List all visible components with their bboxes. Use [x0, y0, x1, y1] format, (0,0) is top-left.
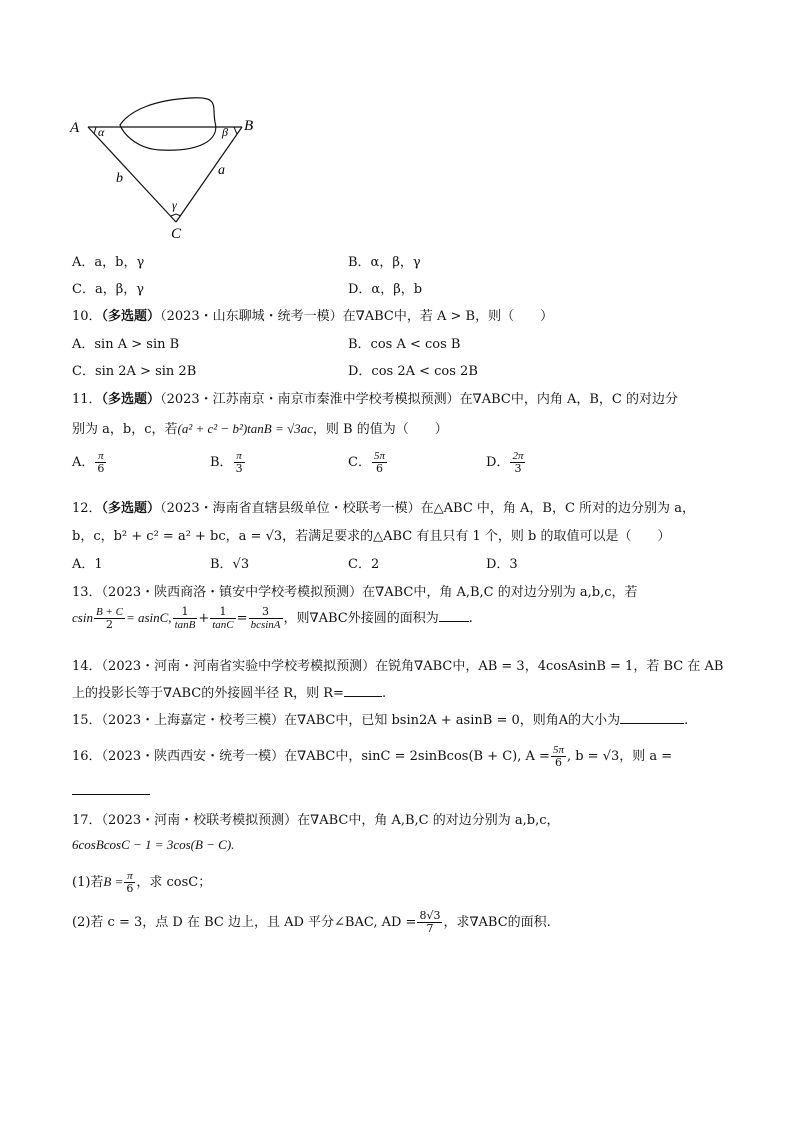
- side-b: [88, 127, 176, 222]
- q12-stem-line1: [72, 497, 695, 516]
- label-b: b: [116, 171, 123, 186]
- q17-part2-text-1: (2)若 c = 3，点 D 在 BC 边上，且 AD 平分∠BAC, AD =: [72, 915, 417, 930]
- q14-text-1: （2023・河南・河南省实验中学校考模拟预测）在锐角∇ABC中，AB = 3，4cosAsinB = 1，若 BC 在 AB: [101, 659, 724, 674]
- frac-den: 6: [126, 882, 134, 895]
- angle-gamma-arc: [171, 214, 181, 216]
- q13-frac-2: [173, 606, 198, 631]
- q17-part1-text: ，求 cosC；: [136, 875, 212, 890]
- triangle-figure: [60, 92, 270, 242]
- q12-option-a: A．1: [72, 557, 103, 572]
- q9-option-a: A．a，b，γ: [72, 255, 145, 270]
- frac-num: 5π: [552, 744, 564, 756]
- frac-den: 6: [97, 462, 105, 475]
- q11-option-b-frac: [234, 450, 245, 475]
- q11-option-c-label: C．: [348, 455, 371, 470]
- angle-beta-arc: [234, 127, 237, 134]
- q11-option-c-frac: [372, 450, 387, 475]
- q15-answer-blank[interactable]: [620, 711, 684, 724]
- q16-frac: [551, 744, 566, 769]
- q11-text-3: ，则 B 的值为（ ）: [312, 422, 448, 437]
- q15-end: .: [684, 713, 689, 728]
- q17-number: 17．: [72, 813, 102, 828]
- q13-frac-4: [249, 606, 283, 631]
- q13-text-1: （2023・陕西商洛・镇安中学校考模拟预测）在∇ABC中，角 A,B,C 的对边分别为 a,b,c，若: [101, 585, 638, 600]
- q14-stem-line1: [72, 655, 723, 674]
- q10-option-b: B．cos A < cos B: [348, 337, 461, 352]
- q11-option-a-label: A．: [72, 455, 95, 470]
- q10-stem: [72, 305, 553, 324]
- q17-part-2: [72, 910, 551, 935]
- q11-option-d-label: D．: [486, 455, 510, 470]
- q11-option-b: [210, 450, 246, 475]
- frac-num: π: [234, 450, 245, 463]
- q11-stem-line1: [72, 388, 678, 407]
- label-a: a: [218, 163, 225, 178]
- frac-den: tanB: [174, 619, 196, 631]
- q11-option-d: [486, 450, 526, 475]
- q17-part2-text-2: ，求∇ABC的面积.: [443, 915, 551, 930]
- q11-number: 11．: [72, 392, 102, 407]
- label-C: C: [171, 226, 182, 242]
- q17-part2-frac: [417, 910, 442, 935]
- lake-shape: [120, 98, 216, 150]
- frac-num: 3: [249, 606, 283, 619]
- q14-text-2: 上的投影长等于∇ABC的外接圆半径 R，则 R=: [72, 686, 344, 701]
- frac-num: B + C: [95, 606, 123, 618]
- frac-den: 3: [514, 462, 522, 475]
- q17-part-1: [72, 870, 211, 895]
- q10-number: 10．: [72, 309, 102, 324]
- q11-option-a: [72, 450, 107, 475]
- angle-alpha-arc: [94, 127, 96, 134]
- q11-expression: (a² + c² − b²)tanB = √3ac: [177, 421, 313, 436]
- frac-den: 3: [235, 462, 243, 475]
- q13-frac-3: [210, 606, 235, 631]
- q14-number: 14．: [72, 659, 102, 674]
- q9-option-b: B．α，β，γ: [348, 255, 421, 270]
- q13-asinc: = asinC,: [125, 610, 172, 625]
- equals-sign: =: [236, 611, 248, 626]
- q14-end: .: [381, 686, 387, 701]
- q13-text-2: ，则∇ABC外接圆的面积为: [283, 611, 439, 626]
- frac-den: 6: [554, 756, 562, 769]
- frac-num: 2π: [512, 450, 524, 462]
- q10-option-c: C．sin 2A > sin 2B: [72, 364, 197, 379]
- frac-num: 8√3: [419, 909, 441, 922]
- q17-part1-frac: [124, 870, 135, 895]
- q14-answer-blank[interactable]: [344, 684, 382, 697]
- q13-stem-line2: [72, 606, 473, 631]
- q11-option-c: [348, 450, 388, 475]
- q17-part1-lhs: B =: [103, 874, 124, 889]
- q16-stem: [72, 744, 672, 769]
- frac-num: 5π: [373, 450, 385, 462]
- q12-option-b: B．√3: [210, 557, 250, 572]
- frac-den: 2: [105, 618, 113, 631]
- q12-stem-line2: b，c，b² + c² = a² + bc，a = √3，若满足要求的△ABC 有且只有 1 个，则 b 的取值可以是（ ）: [72, 529, 671, 544]
- q17-stem-line1: [72, 809, 560, 828]
- q10-tag: （多选题）: [101, 309, 161, 324]
- frac-den: tanC: [212, 619, 234, 631]
- q10-text: （2023・山东聊城・统考一模）在∇ABC中，若 A > B，则（ ）: [160, 309, 554, 324]
- q12-tag: （多选题）: [101, 501, 161, 516]
- q12-option-d: D．3: [486, 557, 518, 572]
- q15-stem: [72, 709, 688, 728]
- q12-option-c: C．2: [348, 557, 380, 572]
- q13-stem-line1: [72, 581, 638, 600]
- q9-option-c: C．a，β，γ: [72, 282, 144, 297]
- frac-den: bcsinA: [250, 619, 281, 631]
- q13-answer-blank[interactable]: [439, 609, 469, 622]
- q16-text-1: （2023・陕西西安・统考一模）在∇ABC中，sinC = 2sinBcos(B + C), A =: [101, 749, 550, 764]
- q11-option-a-frac: [95, 450, 106, 475]
- q14-stem-line2: [72, 682, 386, 701]
- frac-num: π: [95, 450, 106, 463]
- q16-number: 16．: [72, 749, 102, 764]
- frac-num: π: [124, 870, 135, 883]
- label-beta: β: [222, 125, 228, 139]
- q13-number: 13．: [72, 585, 102, 600]
- q10-option-a: A．sin A > sin B: [72, 337, 180, 352]
- frac-num: 1: [173, 606, 198, 619]
- frac-den: 7: [426, 922, 434, 935]
- label-B: B: [244, 118, 254, 134]
- q11-option-b-label: B．: [210, 455, 233, 470]
- q15-text: （2023・上海嘉定・校考三模）在∇ABC中，已知 bsin2A + asinB = 0，则角A的大小为: [101, 713, 621, 728]
- q13-csin: csin: [72, 610, 93, 625]
- frac-num: 1: [210, 606, 235, 619]
- q11-text-2: 别为 a，b，c，若: [72, 422, 178, 437]
- q11-option-d-frac: [510, 450, 525, 475]
- q13-end: .: [468, 611, 473, 626]
- q17-text-1: （2023・河南・校联考模拟预测）在∇ABC中，角 A,B,C 的对边分别为 a,b,c，: [101, 813, 560, 828]
- q11-tag: （多选题）: [101, 392, 161, 407]
- label-alpha: α: [98, 125, 105, 139]
- frac-den: 6: [375, 462, 383, 475]
- q12-text-1: （2023・海南省直辖县级单位・校联考一模）在△ABC 中，角 A，B，C 所对的边分别为 a，: [160, 501, 695, 516]
- q17-stem-line2: 6cosBcosC − 1 = 3cos(B − C).: [72, 837, 235, 852]
- q13-frac-1: [94, 606, 125, 631]
- q11-text-1: （2023・江苏南京・南京市秦淮中学校考模拟预测）在∇ABC中，内角 A，B，C 的对边分: [160, 392, 679, 407]
- q16-text-2: , b = √3，则 a =: [566, 749, 673, 764]
- q16-answer-blank[interactable]: [72, 782, 150, 795]
- q11-stem-line2: [72, 418, 448, 437]
- q10-option-d: D．cos 2A < cos 2B: [348, 364, 478, 379]
- label-gamma: γ: [172, 198, 177, 212]
- q17-part1-label: (1)若: [72, 875, 104, 890]
- label-A: A: [70, 120, 80, 136]
- q15-number: 15．: [72, 713, 102, 728]
- q9-option-d: D．α，β，b: [348, 282, 423, 297]
- plus-sign: +: [198, 611, 210, 626]
- q12-number: 12．: [72, 501, 102, 516]
